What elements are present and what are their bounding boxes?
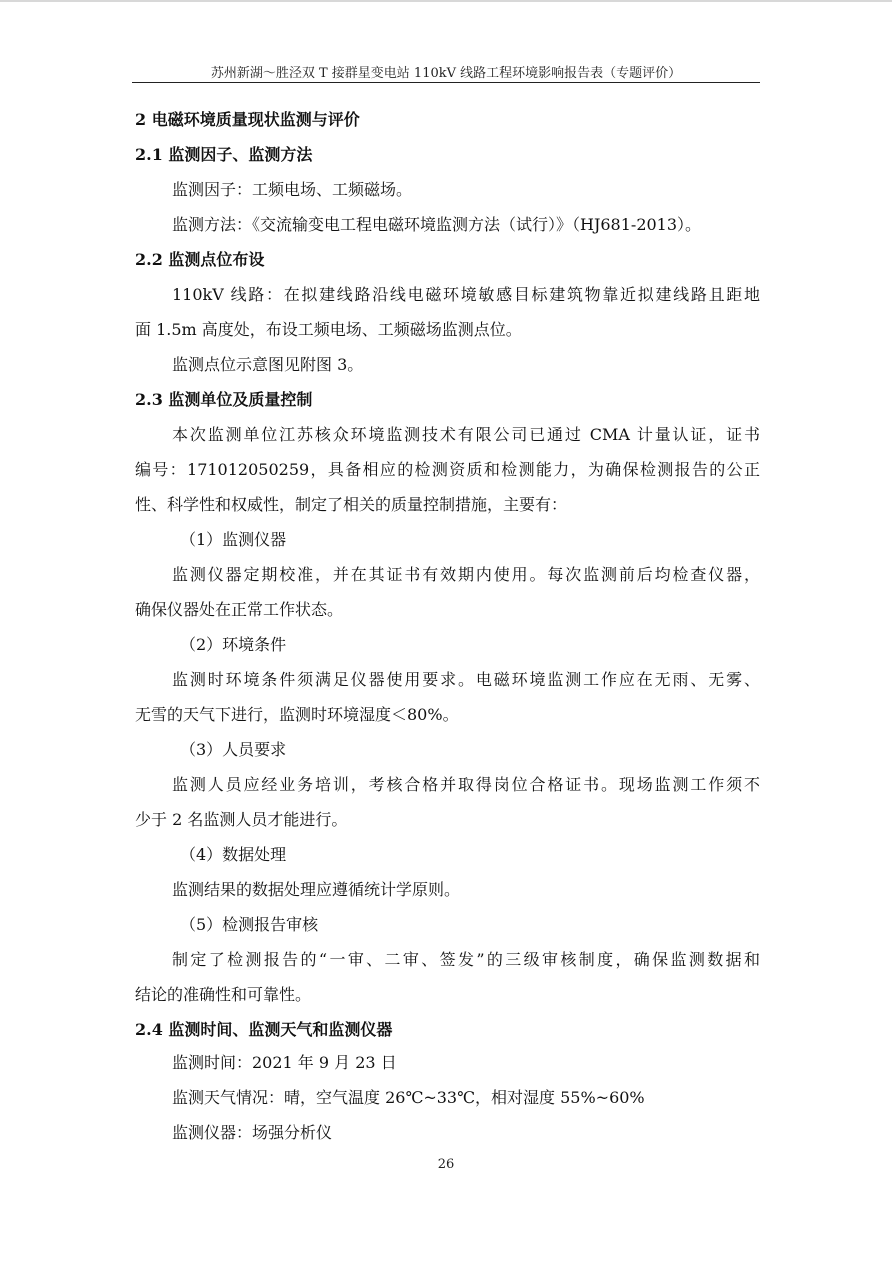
qc-item-3-line-2: 少于 2 名监测人员才能进行。	[135, 810, 348, 829]
qc-item-3-title: （3）人员要求	[180, 740, 287, 759]
qc-item-2-line-1: 监测时环境条件须满足仪器使用要求。电磁环境监测工作应在无雨、无雾、	[172, 670, 760, 689]
monitoring-instrument: 监测仪器：场强分析仪	[172, 1123, 333, 1142]
monitoring-factors: 监测因子：工频电场、工频磁场。	[172, 180, 413, 199]
qc-intro-line-2: 编号：171012050259，具备相应的检测资质和检测能力，为确保检测报告的公正	[135, 460, 760, 479]
point-layout-line-1: 110kV 线路：在拟建线路沿线电磁环境敏感目标建筑物靠近拟建线路且距地	[172, 285, 760, 304]
qc-item-5-title: （5）检测报告审核	[180, 915, 319, 934]
monitoring-weather: 监测天气情况：晴，空气温度 26℃~33℃，相对湿度 55%~60%	[172, 1088, 645, 1107]
qc-intro-line-3: 性、科学性和权威性，制定了相关的质量控制措施，主要有：	[135, 495, 568, 514]
section-2-3-heading: 2.3 监测单位及质量控制	[135, 390, 313, 409]
page-top-edge	[0, 0, 892, 2]
header-rule	[132, 82, 760, 83]
qc-item-4-title: （4）数据处理	[180, 845, 287, 864]
monitoring-method: 监测方法：《交流输变电工程电磁环境监测方法（试行）》（HJ681-2013）。	[172, 215, 702, 234]
qc-item-1-line-1: 监测仪器定期校准，并在其证书有效期内使用。每次监测前后均检查仪器，	[172, 565, 760, 584]
qc-intro-line-1: 本次监测单位江苏核众环境监测技术有限公司已通过 CMA 计量认证，证书	[172, 425, 760, 444]
qc-item-3-line-1: 监测人员应经业务培训，考核合格并取得岗位合格证书。现场监测工作须不	[172, 775, 760, 794]
qc-item-2-line-2: 无雪的天气下进行，监测时环境湿度＜80%。	[135, 705, 459, 724]
section-2-4-heading: 2.4 监测时间、监测天气和监测仪器	[135, 1020, 393, 1039]
running-header: 苏州新湖～胜泾双 T 接群星变电站 110kV 线路工程环境影响报告表（专题评价）	[210, 66, 682, 81]
monitoring-time: 监测时间：2021 年 9 月 23 日	[172, 1053, 397, 1072]
qc-item-4-line-1: 监测结果的数据处理应遵循统计学原则。	[172, 880, 461, 899]
qc-item-5-line-1: 制定了检测报告的“一审、二审、签发”的三级审核制度，确保监测数据和	[172, 950, 760, 969]
point-diagram-ref: 监测点位示意图见附图 3。	[172, 355, 364, 374]
point-layout-line-2: 面 1.5m 高度处，布设工频电场、工频磁场监测点位。	[135, 320, 522, 339]
qc-item-1-title: （1）监测仪器	[180, 530, 287, 549]
qc-item-1-line-2: 确保仪器处在正常工作状态。	[135, 600, 344, 619]
qc-item-5-line-2: 结论的准确性和可靠性。	[135, 985, 312, 1004]
section-2-2-heading: 2.2 监测点位布设	[135, 250, 265, 269]
qc-item-2-title: （2）环境条件	[180, 635, 287, 654]
section-2-heading: 2 电磁环境质量现状监测与评价	[135, 110, 360, 129]
section-2-1-heading: 2.1 监测因子、监测方法	[135, 145, 313, 164]
page-number: 26	[437, 1157, 455, 1172]
